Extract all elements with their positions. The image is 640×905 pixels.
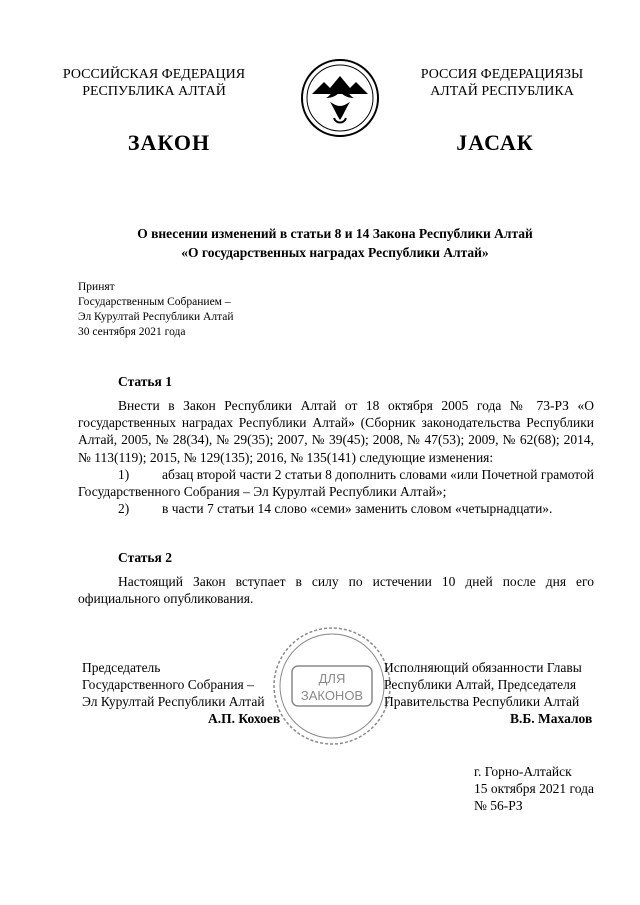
signature-right-name: В.Б. Махалов	[510, 711, 593, 726]
coat-of-arms-emblem	[300, 58, 380, 138]
adoption-line3: Эл Курултай Республики Алтай	[78, 311, 234, 323]
item-number: 2)	[118, 501, 130, 517]
article1-item-1	[78, 466, 594, 500]
signature-right	[384, 659, 582, 710]
article1-heading: Статья 1	[118, 374, 172, 389]
header-right	[396, 66, 608, 100]
document-title-line2: «О государственных наградах Республики Алтай»	[181, 245, 489, 260]
signature-left	[82, 659, 265, 710]
signature-left-line2: Государственного Собрания –	[82, 677, 254, 692]
law-title-russian: ЗАКОН	[127, 130, 211, 155]
signature-left-name: А.П. Кохоев	[208, 711, 281, 726]
signature-left-line1: Председатель	[82, 660, 161, 675]
document-title-line1: О внесении изменений в статьи 8 и 14 Закона Республики Алтай	[137, 226, 533, 241]
adoption-note	[78, 280, 234, 340]
law-title-altai: ЈАСАК	[456, 130, 534, 155]
header-right-line1: РОССИЯ ФЕДЕРАЦИЯЗЫ	[420, 67, 584, 82]
header-left	[48, 66, 260, 100]
adoption-line1: Принят	[78, 281, 115, 293]
item-text: в части 7 статьи 14 слово «семи» заменить словом «четырнадцати».	[162, 501, 553, 517]
article1-intro: Внести в Закон Республики Алтай от 18 октября 2005 года № 73-РЗ «О государственных наградах Республики Алтай» (Сборник законодательства Республики Алтай, 2005, № 28(34), № 29(35); 2007, № 39(45); 2008, № 47(53); 2009, № 62(68); 2014, № 113(119); 2015, № 129(135); 2016, № 135(141) следующие изменения:	[78, 398, 594, 465]
document-title	[70, 224, 600, 262]
article2-body	[78, 573, 594, 607]
article1-body	[78, 397, 594, 517]
signature-right-line1: Исполняющий обязанности Главы	[384, 660, 582, 675]
article2-text: Настоящий Закон вступает в силу по истечении 10 дней после дня его официального опубликования.	[78, 574, 594, 607]
place-date-number	[474, 763, 594, 814]
header-right-line2: АЛТАЙ РЕСПУБЛИКА	[430, 84, 574, 99]
item-number: 1)	[118, 466, 130, 482]
signing-date: 15 октября 2021 года	[474, 781, 594, 796]
city: г. Горно-Алтайск	[474, 764, 572, 779]
stamp-line1: ДЛЯ	[318, 671, 346, 686]
header-left-line2: РЕСПУБЛИКА АЛТАЙ	[82, 84, 226, 99]
item-text: абзац второй части 2 статьи 8 дополнить словами «или Почетной грамотой Государственного Собрания – Эл Курултай Республики Алтай»;	[78, 466, 594, 500]
signature-right-line2: Республики Алтай, Председателя	[384, 677, 577, 692]
article2-heading: Статья 2	[118, 550, 172, 565]
header-left-line1: РОССИЙСКАЯ ФЕДЕРАЦИЯ	[62, 67, 246, 82]
article1-item-2	[78, 500, 594, 517]
stamp	[270, 624, 394, 748]
adoption-line4: 30 сентября 2021 года	[78, 326, 186, 338]
signature-left-line3: Эл Курултай Республики Алтай	[82, 694, 265, 709]
stamp-line2: ЗАКОНОВ	[300, 688, 364, 703]
signature-right-line3: Правительства Республики Алтай	[384, 694, 580, 709]
adoption-line2: Государственным Собранием –	[78, 296, 231, 308]
law-number: № 56-РЗ	[474, 798, 523, 813]
